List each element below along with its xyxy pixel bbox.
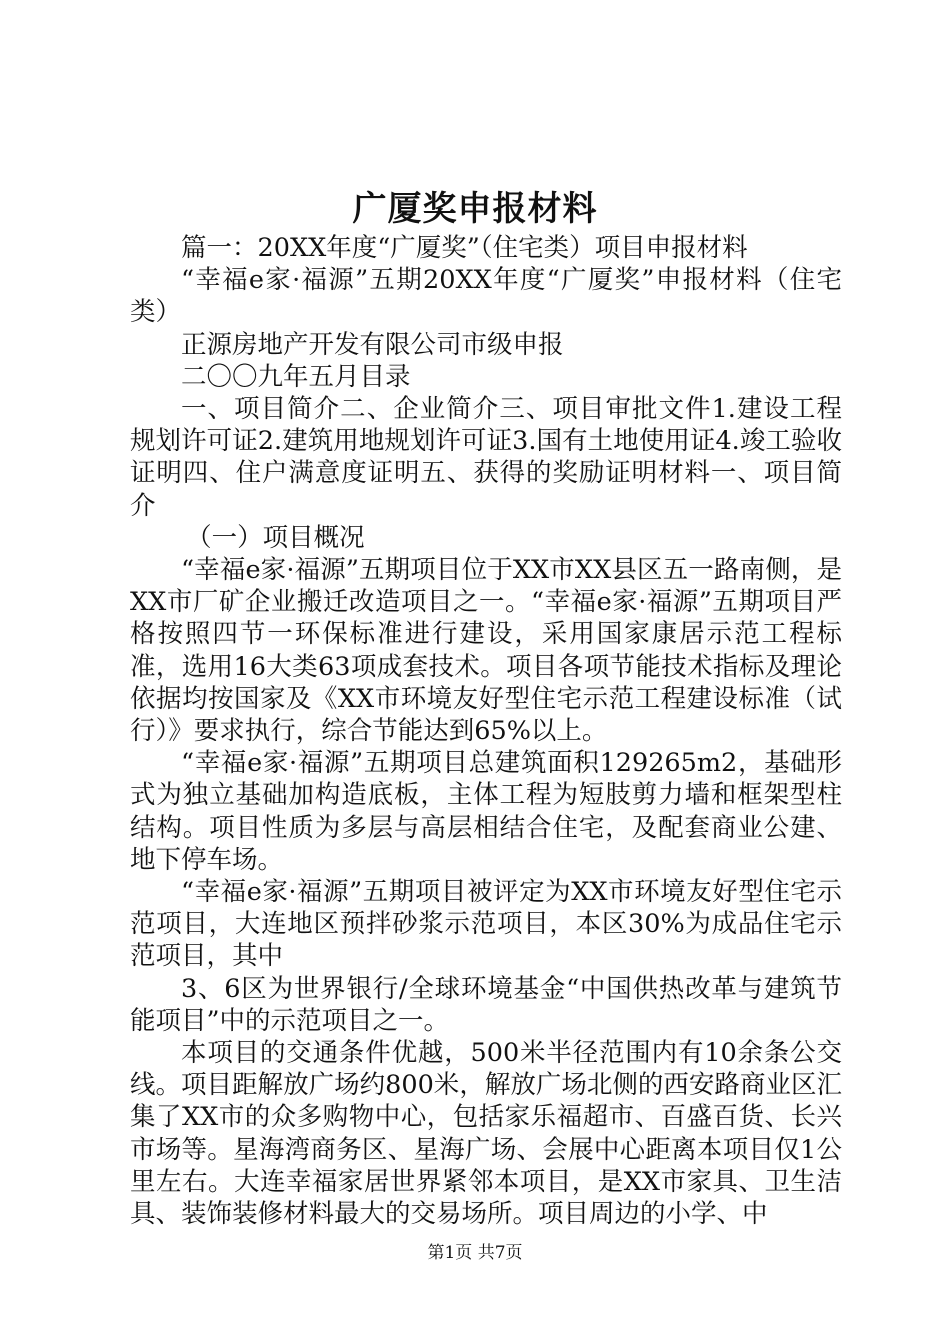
paragraph: 篇一：20XX年度“广厦奖”（住宅类）项目申报材料 <box>181 233 748 263</box>
paragraph: “幸福e家·福源”五期项目被评定为XX市环境友好型住宅示范项目，大连地区预拌砂浆示范项目，本区30%为成品住宅示范项目，其中 <box>130 877 842 972</box>
paragraph: 正源房地产开发有限公司市级申报 <box>181 329 564 360</box>
paragraph: “幸福e家·福源”五期20XX年度“广厦奖”申报材料（住宅类） <box>130 265 842 328</box>
paragraph: 二〇〇九年五月目录 <box>181 361 411 392</box>
paragraph: “幸福e家·福源”五期项目位于XX市XX县区五一路南侧，是XX市厂矿企业搬迁改造项目之一。“幸福e家·福源”五期项目严格按照四节一环保标准进行建设，采用国家康居示范工程标准，选用16大类63项成套技术。项目各项节能技术指标及理论依据均按国家及《XX市环境友好型住宅示范工程建设标准（试行）》要求执行，综合节能达到65%以上。 <box>130 555 842 747</box>
paragraph: 一、项目简介二、企业简介三、项目审批文件1.建设工程规划许可证2.建筑用地规划许可证3.国有土地使用证4.竣工验收证明四、住户满意度证明五、获得的奖励证明材料一、项目简介 <box>130 394 842 521</box>
paragraph: 3、6区为世界银行/全球环境基金“中国供热改革与建筑节能项目”中的示范项目之一。 <box>130 973 842 1036</box>
page-footer: 第1页 共7页 <box>427 1243 523 1263</box>
section-heading: （一）项目概况 <box>186 522 365 553</box>
document-title: 广厦奖申报材料 <box>352 189 598 229</box>
paragraph: “幸福e家·福源”五期项目总建筑面积129265m2，基础形式为独立基础加构造底板，主体工程为短肢剪力墙和框架型柱结构。项目性质为多层与高层相结合住宅，及配套商业公建、地下停车场。 <box>130 748 842 875</box>
paragraph: 本项目的交通条件优越，500米半径范围内有10余条公交线。项目距解放广场约800米，解放广场北侧的西安路商业区汇集了XX市的众多购物中心，包括家乐福超市、百盛百货、长兴市场等。星海湾商务区、星海广场、会展中心距离本项目仅1公里左右。大连幸福家居世界紧邻本项目，是XX市家具、卫生洁具、装饰装修材料最大的交易场所。项目周边的小学、中 <box>130 1038 842 1230</box>
document-body <box>130 232 842 1230</box>
